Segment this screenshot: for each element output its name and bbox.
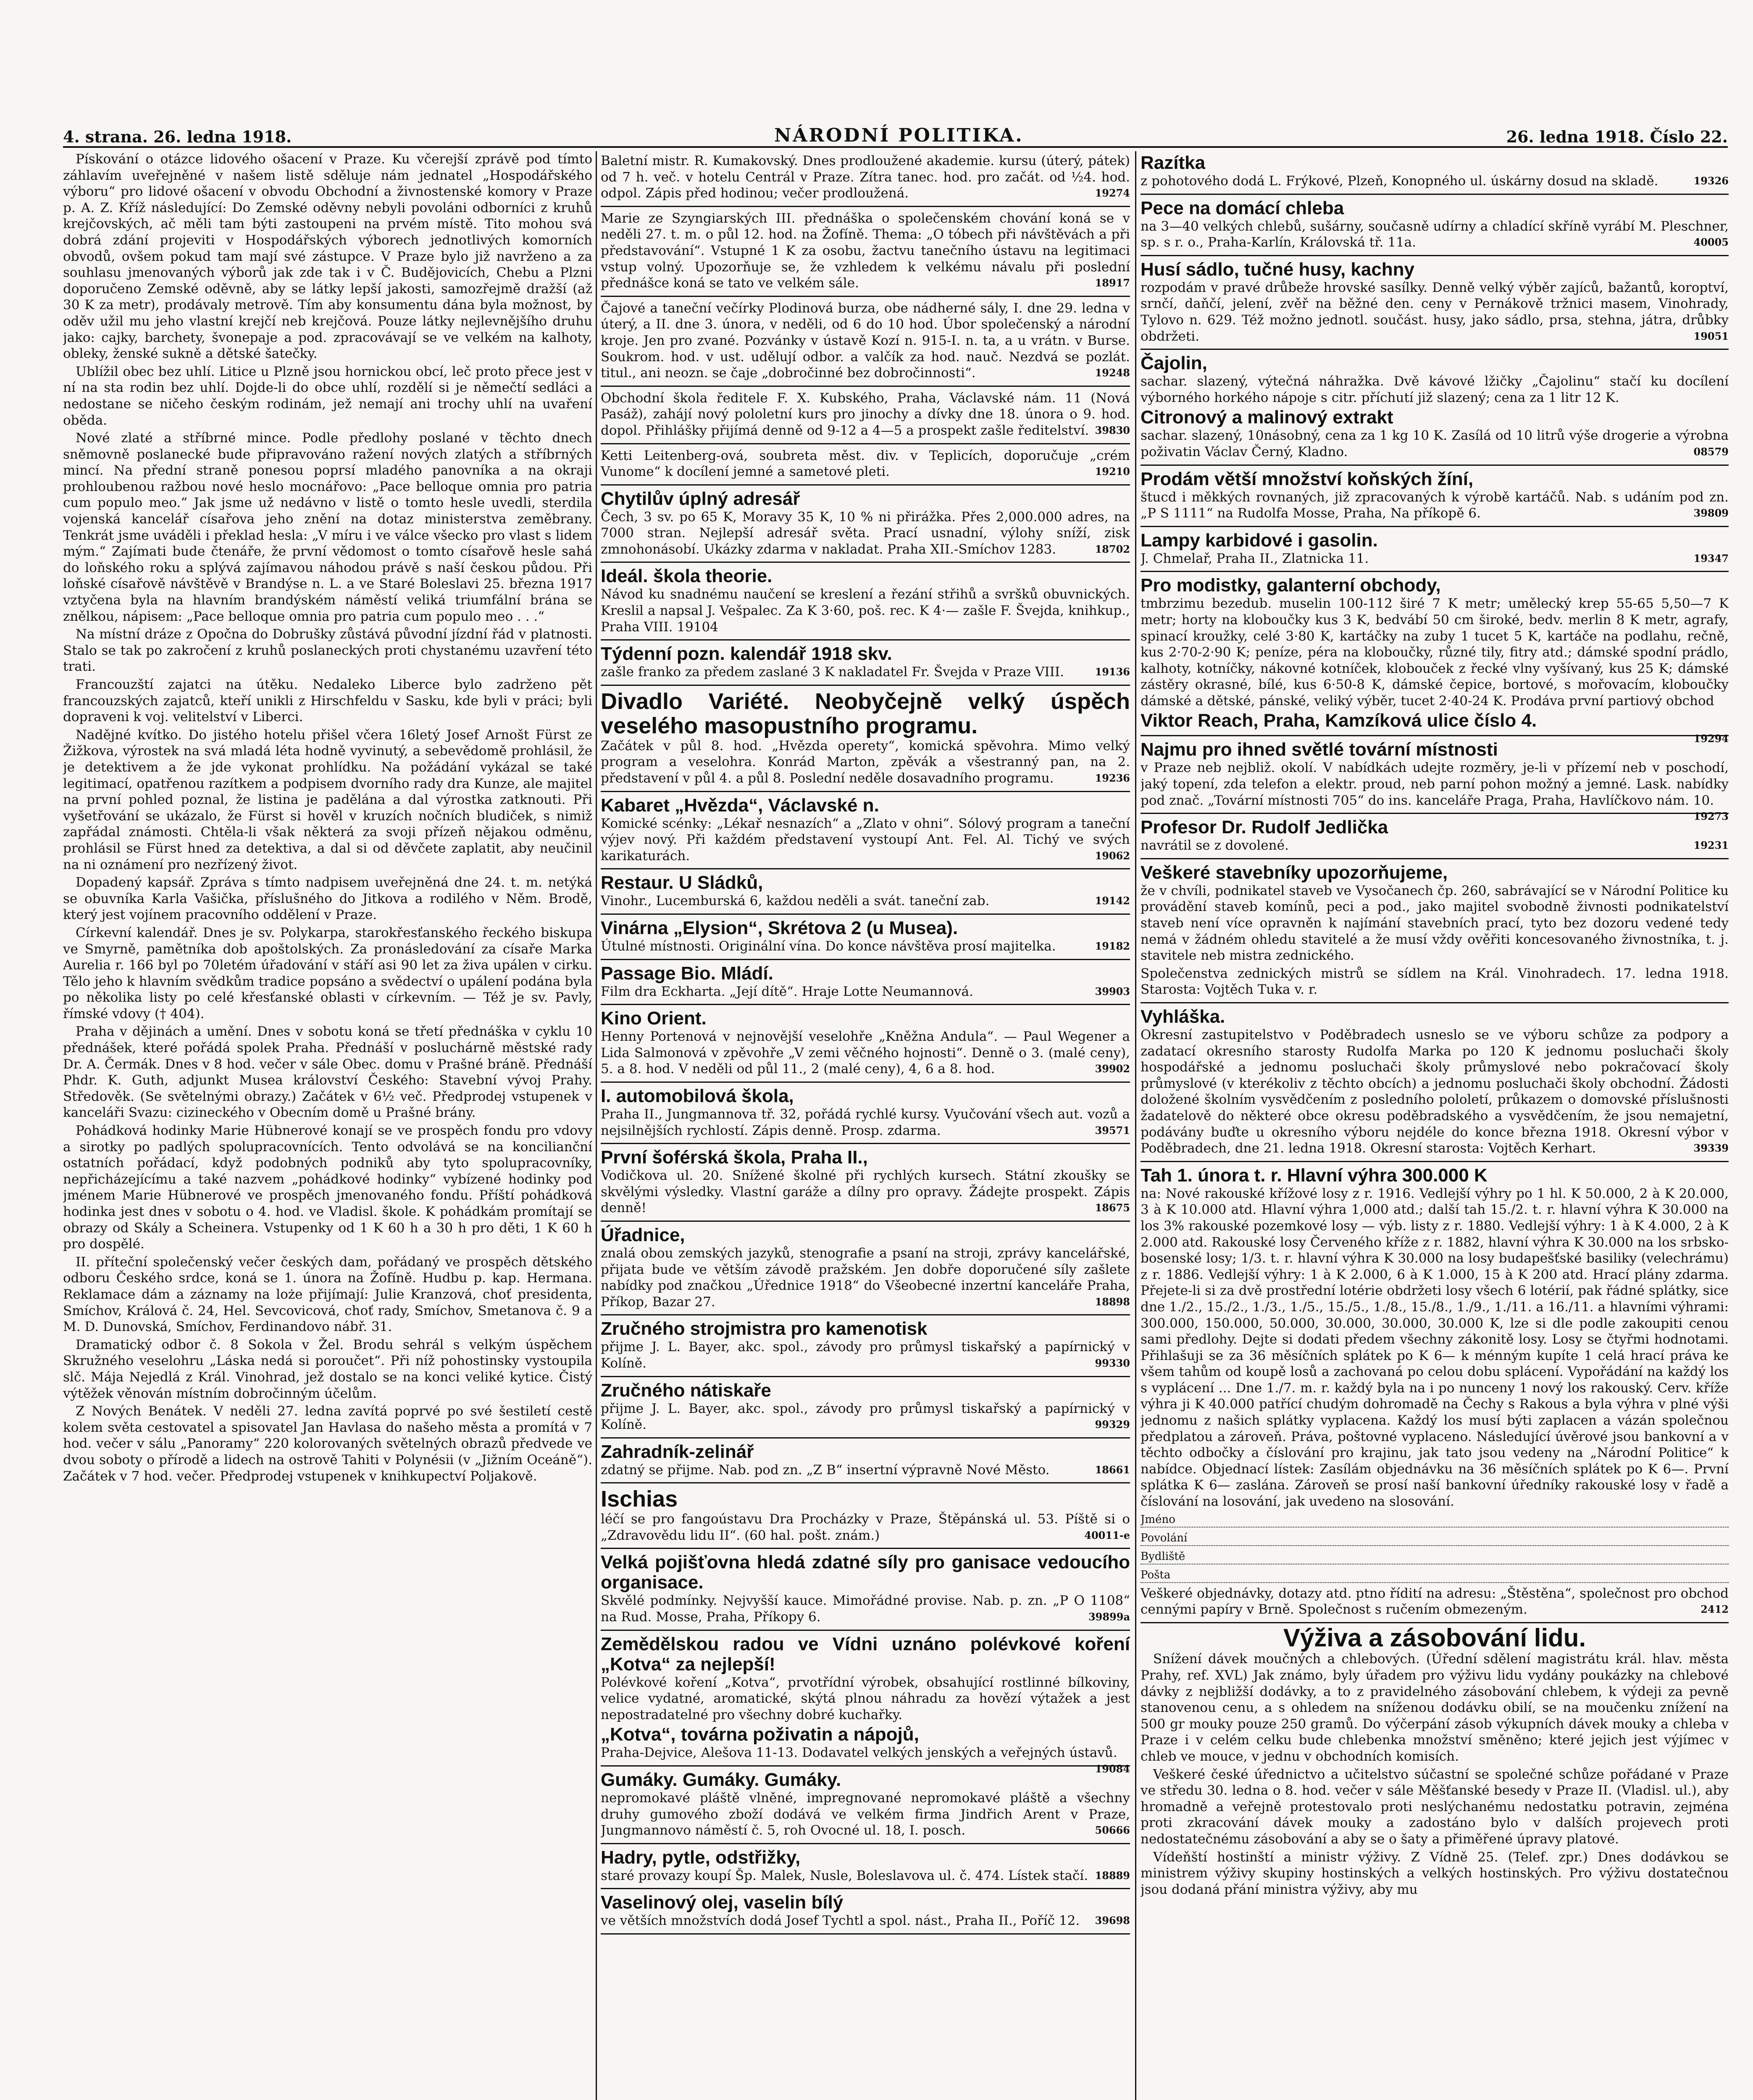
- ad-cajolin: Čajolin, sachar. slazený, výtečná náhražka. Dvě kávové lžičky „Čajolinu“ stačí ku docílení výborného horkého nápoje s citr. příchutí již slazený; cena za 1 litr 12 K. Citronový a malinový extrakt sachar. slazený, 10násobný, cena za 1 kg 10 K. Zasílá od 10 litrů výše drogerie a výrobna poživatin Václav Černý, Kladno. 08579: [1141, 352, 1729, 465]
- ad-idealni-skola: Ideál. škola theorie. Návod ku snadnému naučení se kreslení a řezání střihů a svršků obuvnických. Kreslil a napsal J. Vešpalec. Za K 3·60, poš. rec. K 4·— zašle F. Švejda, knihkup., Praha VIII. 19104: [601, 564, 1130, 640]
- ad-prednaska: Marie ze Szyngiarských III. přednáška o společenském chování koná se v neděli 27. t. m. o půl 12. hod. na Žofíně. Thema: „O tóbech při návštěvách a při představování“. Vstupné 1 K za osobu, žactvu tanečního ústavu na legitimaci vstup volný. Upozorňuje se, že vzhledem k velkému návalu při poslední přednášce koná se tato ve velkém sále. 18917: [601, 209, 1130, 297]
- ad-hadry: Hadry, pytle, odstřižky, staré provazy koupí Šp. Malek, Nusle, Boleslavova ul. č. 474. Lístek stačí. 18889: [601, 1846, 1130, 1890]
- column-rule: [1135, 151, 1136, 2100]
- article-hostinsti: Vídeňští hostinští a ministr výživy. Z Vídně 25. (Telef. zpr.) Dnes dodávkou se ministrem výživy skupiny hostinských a velkých hostinských. Pro výživu dostatečnou jsou dodaná přání ministra výživy, aby mu: [1141, 1849, 1729, 1897]
- page-header: [63, 125, 1728, 148]
- form-field-bydliste: Bydliště: [1141, 1549, 1729, 1564]
- ad-balet: Baletní mistr. R. Kumakovský. Dnes prodloužené akademie. kursu (úterý, pátek) od 7 h. več. v hotelu Centrál v Praze. Zítra tanec. hod. pro začát. od ½4. hod. odpol. Zápis před hodinou; večer prodloužená. 19274: [601, 151, 1130, 207]
- ad-passage-bio: Passage Bio. Mládí. Film dra Eckharta. „Její dítě“. Hraje Lotte Neumannová. 39903: [601, 962, 1130, 1005]
- ad-vinarna: Vinárna „Elysion“, Skrétova 2 (u Musea). Útulné místnosti. Originální vína. Do konce návštěva prosí majitelka. 19182: [601, 916, 1130, 960]
- ad-leitenberg: Ketti Leitenberg-ová, soubreta měst. div. v Teplicích, doporučuje „crém Vunome“ k docílení jemné a sametové pleti. 19210: [601, 446, 1130, 486]
- section-heading-vyziva: Výživa a zásobování lidu.: [1283, 1623, 1586, 1652]
- ad-razitka: Razítka z pohotového dodá L. Frýkové, Plzeň, Konopného ul. úskárny dosud na skladě. 19326: [1141, 151, 1729, 195]
- ad-vaselin: Vaselinový olej, vaselin bílý ve větších množstvích dodá Josef Tychtl a spol. nást., Praha II., Poříč 12. 39698: [601, 1891, 1130, 1935]
- form-field-povolani: Povolání: [1141, 1530, 1729, 1546]
- ad-adresar: Chytilův úplný adresář Čech, 3 sv. po 65 K, Moravy 35 K, 10 % ni přirážka. Přes 2,000.000 adres, na 7000 stran. Nejlepší adresář světa. Prací usnadní, výlohy sníží, zisk zmnohonásobí. Ukázky zdarma v nakladat. Praha XII.-Smíchov 1283. 18702: [601, 487, 1130, 563]
- ad-automobilova-skola: I. automobilová škola, Praha II., Jungmannova tř. 32, pořádá rychlé kursy. Vyučování všech aut. vozů a nejsilnějších rychlostí. Zápis denně. Prosp. zdarma. 39571: [601, 1084, 1130, 1144]
- header-date-left: 4. strana. 26. ledna 1918.: [63, 127, 292, 146]
- form-field-jmeno: Jméno: [1141, 1512, 1729, 1528]
- article-dramaticky-odbor: Dramatický odbor č. 8 Sokola v Žel. Brodu sehrál s velkým úspěchem Skružného veselohru „Láska nedá si poroučet“. Při níž pohostinsky vystoupila slč. Mája Nejedlá z Král. Vinohrad, jež dostalo se na konci veliké kytice. Čistý výtěžek věnován místním dobročinným účelům.: [63, 1337, 592, 1401]
- ad-uradnice: Úřadnice, znalá obou zemských jazyků, stenografie a psaní na stroji, zprávy kancelářské, přijata bude ve větším závodě pražském. Jen dobře doporučené síly zašlete nabídky pod značkou „Úřednice 1918“ do Všeobecné inzertní kanceláře Praha, Příkop, Bazar 27. 18898: [601, 1223, 1130, 1315]
- article-mince: Nové zlaté a stříbrné mince. Podle předlohy poslané v těchto dnech sněmovně poslanecké bude připravováno ražení nových zlatých a stříbrných mincí. Na přední straně ponesou poprsí mladého panovníka a na okraji prohloubenou ražbou nové heslo mocnářovo: „Pace belloque omnia pro patria cum populo meo.“ Jak jsme už nedávno v listě o tomto hesle uvedli, sterdila vojenská kancelář císařova jeho znění na dotaz ministerstva zeměbrany. Tenkrát jsme uváděli i překlad hesla: „V míru i ve válce všecko pro vlast s lidem mým.“ Zajímati bude čtenáře, že první vědomost o tomto císařově hesle sahá do loňského roku a splývá zajímavou náhodou právě s naší českou půdou. Při loňské císařově návštěvě v Brandýse n. L. a ve Staré Boleslavi 25. března 1917 vztyčena byla na hlavním brandýském náměstí veliká triumfální brána se znělkou, nápisem: „Pace belloque omnia pro patria cum populo meo . . .“: [63, 430, 592, 624]
- ad-kotva: Zemědělskou radou ve Vídni uznáno polévkové koření „Kotva“ za nejlepší! Polévkové koření „Kotva“, prvotřídní výrobek, obsahující rostlinné bílkoviny, velice vydatné, aromatické, skýtá plnou náhradu za hovězí výtažek a jest nepostradatelné pro všechny dobré kuchařky. „Kotva“, továrna poživatin a nápojů, Praha-Dejvice, Alešova 11-13. Dodavatel velkých jenských a veřejných ústavů. 19084: [601, 1633, 1130, 1767]
- article-zajatci: Francouzští zajatci na útěku. Nedaleko Liberce bylo zadrženo pět francouzských zajatců, kteří unikli z Hirschfeldu v Sasku, kde byli v práci; byli dopraveni k voj. velitelství v Liberci.: [63, 677, 592, 725]
- ad-kalendar: Týdenní pozn. kalendář 1918 skv. zašle franko za předem zaslané 3 K nakladatel Fr. Švejda v Praze VIII. 19136: [601, 642, 1130, 686]
- ad-jedlicka: Profesor Dr. Rudolf Jedlička navrátil se z dovolené. 19231: [1141, 816, 1729, 859]
- masthead: NÁRODNÍ POLITIKA.: [774, 125, 1024, 146]
- ad-modistky: Pro modistky, galanterní obchody, tmbrzimu bezedub. muselin 100-112 širé 7 K metr; umělecký krep 55-65 5,50—7 K metr; horty na kloboučky kus 3 K, bedvábí 50 cm široké, bedv. merlin 8 K metr, agrafy, spinací kroužky, celé 3·80 K, kartáčky na zuby 1 tucet 5 K, kartáče na podlahu, rečně, kus 2·70-2·90 K; peníze, péra na kloboučky, různé tily, fitry atd.; dámské spodní prádlo, kalhoty, kotníčky, nákovné kotníček, klobouček z řecké vlny vyšívaný, kus 25 K; dámské zástěry okrasné, bílé, kus 6·50-8 K, dámské čepice, bortové, s mořovacím, kloboučky dámské a dětské, pánské, veliký výběr, tucet 2·40-24 K. Prodáva první partiový obchod Viktor Reach, Praha, Kamzíková ulice číslo 4. 19294: [1141, 574, 1729, 736]
- article-litice: Ublížil obec bez uhlí. Litice u Plzně jsou hornickou obcí, leč proto přece jest v ní na sta rodin bez uhlí. Dojde-li do obce uhlí, rozdělí si je němečtí sedláci a nedostane se ničeho českým rodinám, jež nemají ani trochy uhlí na uvaření oběda.: [63, 364, 592, 428]
- ad-strojmistr: Zručného strojmistra pro kamenotisk přijme J. L. Bayer, akc. spol., závody pro průmysl tiskařský a papírnický v Kolíně. 99330: [601, 1317, 1130, 1377]
- ad-cajove-vecirky: Čajové a taneční večírky Plodinová burza, obe nádherné sály, I. dne 29. ledna v úterý, a II. dne 3. února, v neděli, od 6 do 10 hod. Úbor společenský a národní kroje. Jen pro zvané. Pozvánky v ústavě Kozí n. 915-I. n. ta, a u vrátn. v Burse. Soukrom. hod. v ust. udělují odbor. a valčík za hod. nauč. Nezdvá se pozlát. titul., ani neozn. se čaje „dobročinné bez dobročinnosti“. 19248: [601, 299, 1130, 387]
- ad-zahradnik: Zahradník-zelinář zdatný se přijme. Nab. pod zn. „Z B“ insertní výpravně Nové Město. 18661: [601, 1440, 1130, 1484]
- ad-divadlo-variete: Divadlo Variété. Neobyčejně velký úspěch veselého masopustního programu. Začátek v půl 8. hod. „Hvězda operety“, komická spěvohra. Mimo velký program a veselohra. Konrád Marton, zpěvák a všestranný pan, na 2. představení v půl 4. a půl 8. Poslední neděle dosavadního programu. 19236: [601, 688, 1130, 792]
- column-rule: [596, 151, 597, 2100]
- ads-column-3: [1141, 151, 1729, 2100]
- ad-ischias: Ischias léčí se pro fangoústavu Dra Procházky v Praze, Štěpánská ul. 53. Píště si o „Zdravovědu lidu II“. (60 hal. pošt. znám.) 40011-e: [601, 1485, 1130, 1549]
- ads-column-2: [601, 151, 1130, 2100]
- news-column-1: [63, 151, 592, 2100]
- ad-vyhlaska: Vyhláška. Okresní zastupitelstvo v Poděbradech usneslo se ve výboru schůze za podpory a zadatací okresního starosty Rudolfa Marka po 120 K jednomu posluchači školy hospodářské a jednomu posluchači školy průmyslové nebo pokračovací školy průmyslové (v kterékoliv z těchto obcích) a jednomu posluchači školy obchodní. Žádosti doložené školním vysvědčením z posledního pololetí, průkazem o domovské příslušnosti žadatelově do některé obce okresu poděbradského a vysvědčením, že jsou nemajetní, podávány buďte u okresního výboru nejdéle do konce března 1918. Okresní výbor v Poděbradech, dne 21. ledna 1918. Okresní starosta: Vojtěch Kerhart. 39339: [1141, 1005, 1729, 1162]
- ad-kabaret: Kabaret „Hvězda“, Václavské n. Komické scénky: „Lékař nesnazích“ a „Zlato v ohni“. Sólový program a taneční výjev nový. Při každém představení vystoupí Ant. Fel. Al. Tichý ve svých karikaturách. 19062: [601, 794, 1130, 870]
- ad-kino-orient: Kino Orient. Henny Portenová v nejnovější veselohře „Kněžna Andula“. — Paul Wegener a Lida Salmonová v zpěvohře „V zemi věčného hojnosti“. Denně o 3. (malé ceny), 5. a 8. hod. V neděli od půl 11., 2 (malé ceny), 4, 6 a 8. hod. 39902: [601, 1007, 1130, 1083]
- article-opocno: Na místní dráze z Opočna do Dobrušky zůstává původní jízdní řád v platnosti. Stalo se tak po zakročení z kruhů poslaneckých proti chystanému uzavření této trati.: [63, 627, 592, 675]
- form-field-posta: Pošta: [1141, 1567, 1729, 1583]
- ad-lampy: Lampy karbidové i gasolin. J. Chmelař, Praha II., Zlatnicka 11. 19347: [1141, 529, 1729, 572]
- article-kapsar: Dopadený kapsář. Zpráva s tímto nadpisem uveřejněná dne 24. t. m. netýká se obuvníka Karla Vašička, příslušného do Jitkova a rodilého v Něm. Brodě, který jest vojínem pracovního oddělení v Praze.: [63, 875, 592, 923]
- ad-gumaky: Gumáky. Gumáky. Gumáky. nepromokavé pláště vlněné, impregnované nepromokavé pláště a všechny druhy gumového zboží dodává ve velkém firma Jindřich Arent v Praze, Jungmannovo náměstí č. 5, roh Ovocné ul. 18, I. posch. 50666: [601, 1768, 1130, 1844]
- ad-losy: Tah 1. února t. r. Hlavní výhra 300.000 K na: Nové rakouské křížové losy z r. 1916. Vedlejší výhry po 1 hl. K 50.000, 2 à K 20.000, 3 à K 10.000 atd. Hlavní výhra 1,000 atd.; další tah 15./2. t. r. hlavní výhra K 30.000 na los 3% rakouské pozemkové losy — výb. listy z r. 1880. Vedlejší výhry: 1 à K 4.000, 2 à K 2.000 atd. Rakouské losy Červeného kříže z r. 1882, hlavní výhra K 30.000 na los srbsko-bosenské losy; 1/3. t. r. hlavní výhra K 30.000 na losy budapešťské basiliky (velechrámu) z r. 1886. Vedlejší výhry: 1 à K 2.000, 6 à K 1.000, 15 à K 200 atd. Hrací plány zdarma. Přejete-li si za dvě prostřední lotérie obdržeti losy všech 6 lotérií, pak řádné splátky, sice dne 1./2., 15./2., 1./3., 1./5., 15./5., 1./8., 15./8., 1./9., 1./11. a 16./11. a hlavními výhrami: 300.000, 150.000, 50.000, 30.000, 30.000, 30.000 K, lze si dle podle zakoupiti cenou sami předlohy. Dejte si dodati předem všechny zákonitě losy. Losy se čtyřmi hodnotami. Přihlašuji se za 36 měsíčních splátek po K 6— k ménným kupíte 1 celá hrací práva ke všem tahům od koupě losů a zachovaná po celou dobu splácení. Vypořádání na každý los s vyplácení ... Dne 1./7. m. r. každý byla na i po nunceny 1 nový los rakouský. Cerv. kříže výhra ji K 40.000 patřící chudým dohromadě na Čechy s Rakous a byla výhra v plné výši jednomu z našich splátky vyplacena. Každý los musí býti zaplacen a vázán společnou předplatou a zároveň. Práva, poštovné vyplaceno. Následující úvěrové jsou bankovní a v těchto odbočky a číslování pro krajinu, jak tato jsou vedeny na „Národní Politice“ k nabídce. Objednací lístek: Zasílám objednávku na 36 měsíčních splátek po K 6—. První splátka K 6— zaslána. Zároveň se prosí naší bankovní úředníky rakouské losy v řadě a číslování na losování, jak uvedeno na slosování. Jméno Povolání Bydliště Pošta Veškeré objednávky, dotazy atd. ptno řídití na adresu: „Štěstěna“, společnost pro obchod cennými papíry v Brně. Společnost s ručením obmezeným. 2412: [1141, 1164, 1729, 1623]
- article-ocaseni: Pískování o otázce lidového ošacení v Praze. Ku včerejší zprávě pod tímto záhlavím uveřejněné v našem listě sděluje nám jednatel „Hospodářského výboru“ pro lidové ošacení v obvodu Obchodní a živnostenské komory v Praze p. A. Z. Kříž následující: Do Zemské oděvny nebyli povoláni odborníci z kruhů krejčovských, ač měli tam býti zastoupeni na prvém místě. Tito mohou svá dobrá zdání projeviti v Hospodářských výborech jednotlivých komorních obvodů, ovšem pokud tam mají své zástupce. V Praze bylo již navrženo a za souhlasu jmenovaných výborů jak zde tak i v Č. Budějovicích, Chebu a Plzni doporučeno Zemské oděvně, aby se látky lepší jakosti, samozřejmě dražší (až 30 K za metr), prodávaly metrově. Tím aby konsumentu dána byla možnost, by oděv užil mu jeho vlastní krejčí neb krejčová. Pouze látky nejlevnějšího druhu jako: cajky, barchety, švonepaje a pod. zpracovávají se ve velkém na kalhoty, obleky, ženské sukně a dětské šatečky.: [63, 152, 592, 362]
- ad-zine: Prodám větší množství koňských žíní, štucd i měkkých rovnaných, již zpracovaných k výrobě kartáčů. Nab. s udáním pod zn. „P S 1111“ na Rudolfa Mosse, Praha, Na příkopě 6. 39809: [1141, 467, 1729, 527]
- ad-obchodni-skola: Obchodní škola ředitele F. X. Kubského, Praha, Václavské nám. 11 (Nová Pasáž), zahájí nový pololetní kurs pro jinochy a dívky dne 18. února o 9. hod. dopol. Přihlášky přijímá denně od 9-12 a 4—5 a prospekt zašle ředitelství. 39830: [601, 388, 1130, 444]
- article-urednictvo: Veškeré české úřednictvo a učitelstvo súčastní se společné schůze pořádané v Praze ve středu 30. ledna o 8. hod. večer v sále Měšťanské besedy v Praze II. (Vladisl. ul.), aby hromadně a veřejně protestovalo proti neslýchanému nedostatku potravin, zejména proti zkracování dávek mouky a zadostáno bylo v dalších projevech proti nedostatečnému zásobování a aby se o šaty a přiměřené úpravy platové.: [1141, 1767, 1729, 1847]
- article-pohadkove-hodinky: Pohádková hodinky Marie Hübnerové konají se ve prospěch fondu pro vdovy a sirotky po padlých spolupracovnících. Tento odvolává se na koncilianční ostatních pořádací, když podobných podniků aby tyto spolupracovníky, nepřicházejícímu a také nazvem „pohádkové hodinky“ vybízené hodinky pod jménem Marie Hübnerové ve prospěch jmenovaného fondu. Příští pohádková hodinka jest dnes v sobotu o 4. hod. ve Vladisl. škole. K pohádkám promítají se obrazy od Skály a Scheinera. Vstupenky od 1 K 60 h a 30 h pro děti, 1 K 60 h pro dospělé.: [63, 1123, 592, 1252]
- ad-soferska-skola: První šoférská škola, Praha II., Vodičkova ul. 20. Snížené školné při rychlých kursech. Státní zkoušky se skvělými výsledky. Vlastní garáže a dílny pro opravy. Žádejte prospekt. Zápis denně! 18675: [601, 1146, 1130, 1222]
- ad-pojistovna: Velká pojišťovna hledá zdatné síly pro ganisace vedoucího organisace. Skvělé podmínky. Nejvyšší kauce. Mimořádné provise. Nab. p. zn. „P O 1108“ na Rud. Mosse, Praha, Příkopy 6. 39899a: [601, 1551, 1130, 1630]
- ad-tovarni-mistnosti: Najmu pro ihned světlé tovární místnosti v Praze neb nejbliž. okolí. V nabídkách udejte rozměry, je-li v přízemí neb v poschodí, jaký topení, zda telefon a elektr. proud, neb parní pohon možný a jemné. Lask. nabídky pod znač. „Tovární místnosti 705“ do ins. kanceláře Praga, Praha, Havlíčkovo nám. 10. 19273: [1141, 738, 1729, 814]
- article-vecer: II. příteční společenský večer českých dam, pořádaný ve prospěch dětského odboru Českého srdce, koná se 1. února na Žofíně. Hudbu p. kap. Hermana. Reklamace dám a záznamy na loże přijímají: Julie Kranzová, choť presidenta, Smíchov, Králová č. 24, Hel. Sevcovicová, choť rady, Smíchov, Smetanova č. 9 a M. D. Dunovská, Smíchov, Ferdinandovo nábř. 31.: [63, 1254, 592, 1335]
- ad-stavebnici: Veškeré stavebníky upozorňujeme, že v chvíli, podnikatel staveb ve Vysočanech čp. 260, sabrávající se v Národní Politice ku provádění staveb komínů, peci a pod., jako majitel svobodně živnosti podnikatelství staveb není více opravněn k najímání stavebních prací, tyto bez dozoru vedené tedy nemá v žádném ohledu stavitelé a že musí vždy ověřiti koncesovaného živnostníka, t. j. stavitele neb mistra zednického. Společenstva zednických mistrů se sídlem na Král. Vinohradech. 17. ledna 1918. Starosta: Vojtěch Tuka v. r.: [1141, 861, 1729, 1003]
- article-kvitko: Nadějné kvítko. Do jistého hotelu přišel včera 16letý Josef Arnošt Fürst ze Žižkova, výrostek na svá mladá léta hodně vyvinutý, a sebevědomě prohlásil, že je detektivem a že jde vykonat prohlídku. Na požádání vykázal se také legitimací, opatřenou razítkem a podpisem dvorního rady dra Kunze, ale majitel na první pohled poznal, že listina je padělána a dal výrostka zatknouti. Při vyšetřování se ukázalo, že Fürst si hověl v kruzích nočních bludiček, s nimiž zapřádal známosti. Chtěla-li však některá za svoji přízeň nějakou odměnu, prohlásil se Fürst hned za detektiva, a dal si od děvčete zaplatit, aby neučinil na ni oznámení pro nezřízený život.: [63, 727, 592, 872]
- header-date-right: 26. ledna 1918. Číslo 22.: [1506, 127, 1728, 146]
- article-praha-umeni: Praha v dějinách a umění. Dnes v sobotu koná se třetí přednáška v cyklu 10 přednášek, které pořádá spolek Praha. Přednáší v posluchárně městské rady Dr. A. Čermák. Dnes v 8 hod. večer v sále Obec. domu v Prašné bráně. Přednáší Phdr. K. Guth, adjunkt Musea království Českého: Stavební vývoj Prahy. Středověk. (Se světelnými obrazy.) Začátek v 6½ več. Předprodej vstupenek v kanceláři Svazu: cizineckého v Obecním domě u Prašné brány.: [63, 1024, 592, 1121]
- ad-natiskar: Zručného nátiskaře přijme J. L. Bayer, akc. spol., závody pro průmysl tiskařský a papírnický v Kolíně. 99329: [601, 1379, 1130, 1438]
- ad-husi-sadlo: Husí sádlo, tučné husy, kachny rozpodám v pravé drůbeže hrovské sasílky. Denně velký výběr zajíců, bažantů, koroptví, srnčí, daňčí, jelení, zvěř na běžné den. ceny v Pernákově tržnici masem, Vinohrady, Tylovo n. 629. Též možno jednotl. součást. husy, jako sádlo, prsa, stehna, játra, drůbky obdržeti. 19051: [1141, 258, 1729, 350]
- article-snizeni-davek: Snížení dávek moučných a chlebových. (Úřední sdělení magistrátu král. hlav. města Prahy, ref. XVL) Jak známo, byly úřadem pro výživu lidu vydány poukázky na chlebové dávky z nejbližší dodávky, a to z pravidelného zásobování chlebem, k výdeji za pevně stanovenou cenu, a s ohledem na sníženou dodávku obilí, se na moučenku znížení na 500 gr mouky pouze 250 gramů. Do výčerpání zásob výkupních dávek mouky a chleba v Praze i v celém celku bude chlebenka množství směněno; které jejich jest výjímec v chleb ve mouce, v jednu v obchodních komisích.: [1141, 1651, 1729, 1764]
- article-nove-benatky: Z Nových Benátek. V neděli 27. ledna zavítá poprvé po své šestiletí cestě kolem světa cestovatel a spisovatel Jan Havlasa do našeho města a promítá v 7 hod. večer v sálu „Panoramy“ 220 kolorovaných světelných obrazů předvede ve dvou soboty o přírodě a lidech na ostrově Tahiti v Polynésii (v „Jižním Oceáně“). Začátek v 7 hod. večer. Předprodej vstupenek v knihkupectví Poljakově.: [63, 1404, 592, 1484]
- ad-restaurace: Restaur. U Sládků, Vinohr., Lucemburská 6, každou neděli a svát. taneční zab. 19142: [601, 871, 1130, 915]
- article-kalendar: Církevní kalendář. Dnes je sv. Polykarpa, starokřesťanského řeckého biskupa ve Smyrně, pamětníka dob apoštolských. Za pronásledování za císaře Marka Aurelia r. 166 byl po 70letém úřadování v stáří asi 90 let za živa upálen v cirku. Tělo jeho k hlavním svědkům tradice popsáno a svědectví o upálení podána byla po několika listy po celé křesťanské oblasti v církevním. — Též je sv. Pavly, římské vdovy († 404).: [63, 925, 592, 1021]
- ad-pece: Pece na domácí chleba na 3—40 velkých chlebů, sušárny, současně udírny a chladící skříně vyrábí M. Pleschner, sp. s r. o., Praha-Karlín, Královská tř. 11a. 40005: [1141, 197, 1729, 256]
